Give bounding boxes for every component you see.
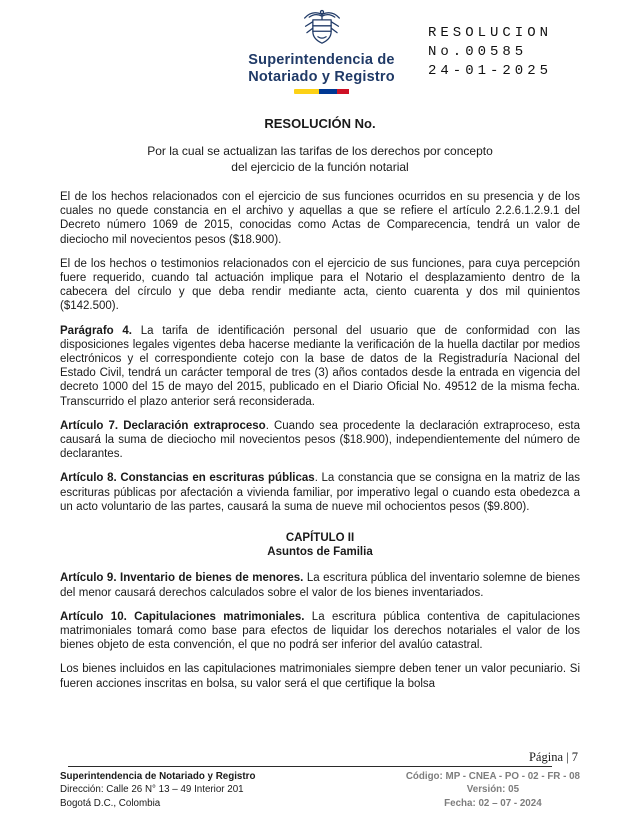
paragraph-text: El de los hechos o testimonios relacionados con el ejercicio de sus funciones, para cuya percepción fuere requerido, cuando tal actuación implique para el Notario el desplazamiento dentro de la cabecera del círculo y que deba rendir mediante acta, ciento cuarenta y dos mil quinientos ($142.500). bbox=[60, 257, 580, 313]
resolution-stamp-label: RESOLUCION bbox=[428, 25, 553, 41]
chapter-heading: CAPÍTULO II bbox=[285, 532, 355, 545]
footer-code: Código: MP - CNEA - PO - 02 - FR - 08 bbox=[405, 770, 580, 782]
paragraph-text: Los bienes incluidos en las capitulaciones matrimoniales siempre deben tener un valor pecuniario. Si fueren acciones inscritas en bolsa, su valor será el que certifique la bolsa bbox=[60, 663, 580, 690]
flag-segment-3 bbox=[337, 89, 349, 94]
paragraph-articulo-7 bbox=[60, 419, 580, 462]
paragraph-bienes-capitulaciones bbox=[60, 662, 580, 690]
paragraph-articulo-9 bbox=[60, 571, 580, 599]
resolution-stamp-date: 24-01-2025 bbox=[428, 63, 553, 79]
resolution-stamp bbox=[428, 24, 552, 81]
document-footer bbox=[60, 750, 580, 811]
paragraph-lead: Artículo 10. Capitulaciones matrimoniales. bbox=[60, 610, 305, 623]
footer-meta-block bbox=[406, 770, 580, 811]
paragraph-desplazamiento bbox=[60, 257, 580, 314]
paragraph-lead: Artículo 9. Inventario de bienes de menores. bbox=[60, 572, 304, 585]
page-number: Página | 7 bbox=[528, 749, 578, 764]
footer-org-block bbox=[60, 770, 255, 811]
paragraph-lead: Parágrafo 4. bbox=[60, 324, 133, 337]
paragraph-acta-comparecencia bbox=[60, 190, 580, 247]
footer-date: Fecha: 02 – 07 - 2024 bbox=[444, 797, 542, 809]
document-body bbox=[0, 116, 639, 691]
flag-segment-1 bbox=[294, 89, 320, 94]
document-subtitle bbox=[60, 144, 580, 175]
paragraph-text: El de los hechos relacionados con el ejercicio de sus funciones ocurridos en su presencia y de los cuales no quede constancia en el archivo y aquellas a que se refiere el artículo 2.2.6.1.2.9.1 del Decreto número 1069 de 2015, conocidas como Actas de Comparecencia, tendrá un valor de dieciocho mil novecientos pesos ($18.900). bbox=[60, 191, 580, 246]
document-title: RESOLUCIÓN No. bbox=[264, 116, 376, 131]
paragraph-text: La escritura pública del inventario solemne de bienes del menor causará derechos calculados sobre el valor de los bienes inventariados. bbox=[60, 572, 580, 599]
document-subtitle-line1: Por la cual se actualizan las tarifas de los derechos por concepto bbox=[147, 144, 493, 158]
org-name bbox=[248, 52, 395, 85]
org-name-line1: Superintendencia de bbox=[248, 52, 395, 68]
paragraph-text: . La constancia que se consigna en la matriz de las escrituras públicas por afectación a vivienda familiar, por imperativo legal o cuando esta obedezca a un acto voluntario de las partes, causará la suma de nueve mil ochocientos pesos ($9.800). bbox=[60, 472, 580, 513]
footer-city: Bogotá D.C., Colombia bbox=[60, 797, 161, 809]
footer-address: Dirección: Calle 26 N° 13 – 49 Interior 201 bbox=[60, 784, 244, 795]
paragraph-text: La tarifa de identificación personal del usuario que de conformidad con las disposiciones legales vigentes deba hacerse mediante la verificación de la huella dactilar por medios electrónicos y el correspondiente cotejo con la base de datos de la Registraduría Nacional del Estado Civil, tendrá un carácter temporal de tres (3) años contados desde la entrada en vigencia del decreto 1000 del 15 de mayo del 2015, publicado en el Diario Oficial No. 49512 de la misma fecha. Transcurrido el plazo anterior será reconsiderada. bbox=[60, 324, 580, 408]
paragraph-articulo-8 bbox=[60, 471, 580, 514]
paragraph-text: La escritura pública contentiva de capitulaciones matrimoniales tomará como base para efectos de liquidar los derechos notariales el valor de los bienes objeto de esta convención, el que no podrá ser inferior del avalúo catastral. bbox=[60, 610, 580, 652]
org-logo bbox=[197, 8, 447, 94]
paragraph-text: . Cuando sea procedente la declaración extraproceso, esta causará la suma de dieciocho mil novecientos pesos ($18.900), independientemente del número de declarantes. bbox=[60, 419, 580, 461]
org-name-line2: Notariado y Registro bbox=[248, 68, 395, 85]
document-subtitle-line2: del ejercicio de la función notarial bbox=[231, 159, 409, 174]
paragraph-paragrafo-4 bbox=[60, 324, 580, 409]
paragraph-lead: Artículo 7. Declaración extraproceso bbox=[60, 419, 266, 432]
paragraph-articulo-10 bbox=[60, 610, 580, 653]
paragraph-lead: Artículo 8. Constancias en escrituras públicas bbox=[60, 472, 315, 485]
coat-of-arms-icon bbox=[299, 8, 345, 50]
flag-bar bbox=[294, 89, 350, 94]
chapter-heading-block bbox=[60, 531, 580, 559]
chapter-subheading: Asuntos de Familia bbox=[267, 546, 373, 559]
resolution-stamp-number: No.00585 bbox=[428, 44, 528, 60]
document-header bbox=[0, 0, 639, 102]
footer-org-name: Superintendencia de Notariado y Registro bbox=[60, 770, 256, 782]
flag-segment-2 bbox=[319, 89, 337, 94]
footer-version: Versión: 05 bbox=[466, 784, 520, 795]
